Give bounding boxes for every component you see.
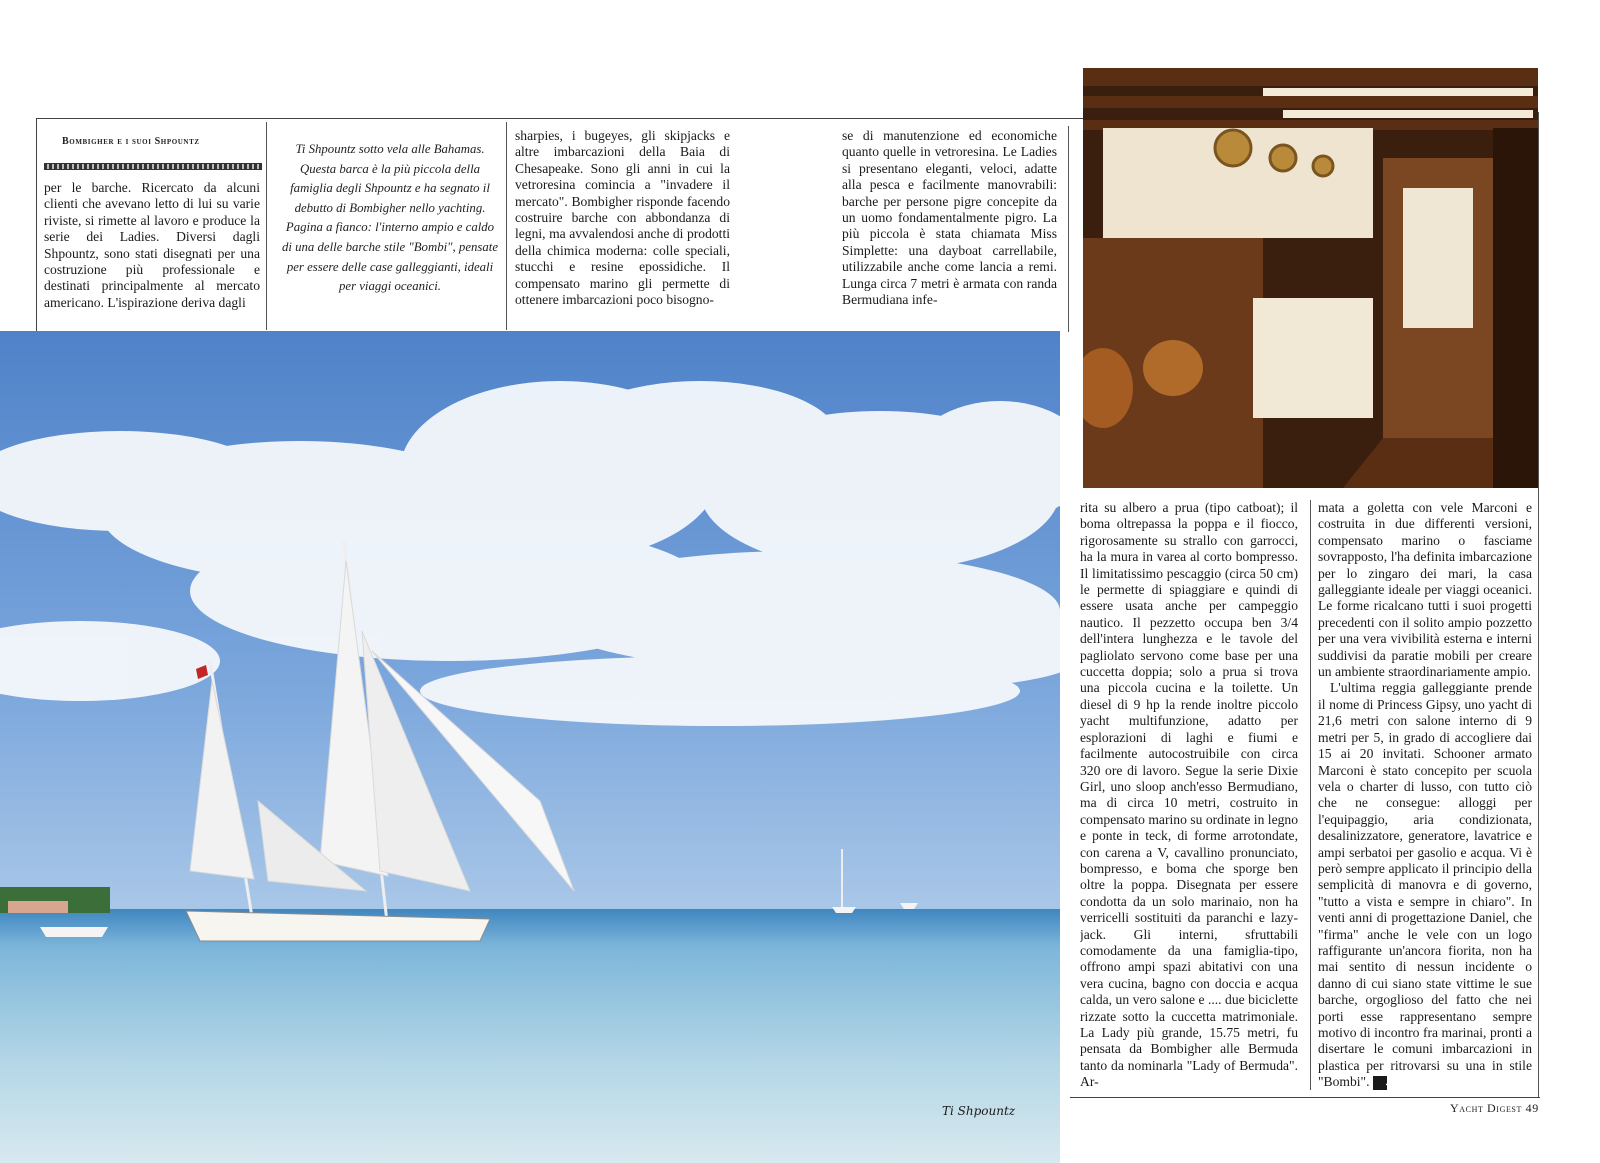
header-rule	[44, 163, 262, 170]
column-rule	[1310, 500, 1311, 1090]
text-column-6	[1318, 500, 1532, 1091]
magazine-name: Yacht Digest	[1450, 1101, 1522, 1115]
paragraph: per le barche. Ricercato da alcuni clienti che avevano letto di lui su varie riviste, si rimette al lavoro e produce la serie dei Ladies. Diversi dagli Shpountz, sono stati disegnati per una costruzione più professionale e destinati principalmente al mercato americano. L'ispirazione deriva dagli	[44, 180, 260, 310]
sailing-painting	[0, 331, 1060, 1163]
paragraph: sharpies, i bugeyes, gli skipjacks e altre imbarcazioni della Baia di Chesapeake. Sono gli anni in cui la vetroresina comincia a "invadere il mercato". Bombigher risponde facendo costruire barche con abbondanza di legni, ma avvalendosi anche di prodotti della chimica moderna: colle speciali, stucchi e resine epossidiche. Il compensato marino gli permette di ottenere imbarcazioni poco bisogno-	[515, 128, 730, 308]
paragraph: se di manutenzione ed economiche quanto quelle in vetroresina. Le Ladies si presentano eleganti, veloci, adatte alla pesca e facilmente manovrabili: barche per persone pigre concepite da un uomo fondamentalmente pigro. La più piccola è stata chiamata Miss Simplette: una dayboat carrellabile, utilizzabile anche come lancia a remi. Lunga circa 7 metri è armata con randa Bermudiana infe-	[842, 128, 1057, 308]
column-rule	[266, 122, 267, 330]
text-column-4	[842, 128, 1057, 308]
top-frame-rule	[36, 118, 1096, 119]
section-header: Bombigher e i suoi Shpountz	[62, 136, 200, 147]
page-number: 49	[1525, 1101, 1539, 1115]
painting-artwork	[0, 331, 1060, 1163]
paragraph: mata a goletta con vele Marconi e costruita in due differenti versioni, compensato marino o fasciame sovrapposto, l'ha definita imbarcazione per lo zingaro dei mari, la casa galleggiante ideale per viaggi oceanici. Le forme ricalcano tutti i suoi progetti precedenti con il solito ampio pozzetto per una vera vivibilità esterna e interni suddivisi da paratie mobili per creare un ambiente straordinariamente ampio.	[1318, 500, 1532, 680]
text-column-1	[44, 180, 260, 311]
text-column-5	[1080, 500, 1298, 1091]
text-column-3	[515, 128, 730, 308]
paragraph: rita su albero a prua (tipo catboat); il boma oltrepassa la poppa e il fiocco, rigorosamente su strallo con garrocci, ha la mura in varea al corto bompresso. Il limitatissimo pescaggio (circa 50 cm) le permette di spiaggiare e quindi di essere usata anche per campeggio nautico. Il pezzetto occupa ben 3/4 dell'intera lunghezza e le tavole del pagliolato servono come base per una cuccetta doppia; solo a prua si trova una piccola cucina e la toilette. Un diesel di 9 hp la rende inoltre piccolo yacht multifunzione, adatto per esplorazioni di laghi e fiumi e facilmente autocostruibile con circa 320 ore di lavoro. Segue la serie Dixie Girl, uno sloop anch'esso Bermudiano, ma di circa 10 metri, costruito in compensato marino su ordinate in legno e ponte in teck, di forme arrotondate, con carena a V, cavallino pronunciato, bompresso, e boma che sporge ben oltre la poppa. Disegnata per essere condotta da un solo marinaio, non ha verricelli sostituiti da paranchi e lazy-jack. Gli interni, sfruttabili comodamente da una famiglia-tipo, offrono ampi spazi abitativi con una vera cucina, bagno con doccia e acqua calda, un vero salone e .... due biciclette rizzate sotto la cuccetta matrimoniale. La Lady più grande, 15.75 metri, fu pensata da Bombigher alle Bermuda tanto da nominarla "Lady of Bermuda". Ar-	[1080, 500, 1298, 1090]
column-rule	[1068, 126, 1069, 332]
end-mark-icon: ⚓	[1373, 1076, 1387, 1090]
interior-artwork	[1083, 68, 1538, 488]
right-frame-rule	[1538, 112, 1539, 1097]
photo-caption: Ti Shpountz sotto vela alle Bahamas. Questa barca è la più piccola della famiglia degli Shpountz e ha segnato il debutto di Bombigher nello yachting. Pagina a fianco: l'interno ampio e caldo di una delle barche stile "Bombi", pensate per essere delle case galleggianti, ideali per viaggi oceanici.	[281, 142, 499, 294]
paragraph-text: L'ultima reggia galleggiante prende il nome di Princess Gipsy, uno yacht di 21,6 metri con salone interno di 9 metri per 5, in grado di accogliere dai 15 ai 20 invitati. Schooner armato Marconi è stato concepito per scuola vela o charter di lusso, con tutto ciò che ne consegue: alloggi per l'equipaggio, aria condizionata, desalinizzatore, generatore, lavatrice e ampi serbatoi per gasolio e acqua. Vi è però sempre applicato il principio della semplicità di manovra e di governo, "tutto a vista e sempre in chiaro". In venti anni di progettazione Daniel, che "firma" anche le vele con un logo raffigurante un'ancora fiorita, non ha mai sentito di nessun incidente o danno di cui siano state vittime le sue barche, orgoglioso del fatto che nei porti esse rappresentano sempre motivo di incontro fra marinai, pronti a disertare le comuni imbarcazioni in plastica per ritrovarsi su una in stile "Bombi".	[1318, 680, 1532, 1090]
paragraph	[1318, 680, 1532, 1090]
page-footer	[1450, 1101, 1539, 1116]
column-rule	[506, 122, 507, 330]
left-frame-rule	[36, 118, 37, 332]
interior-photo	[1083, 68, 1538, 488]
footer-rule	[1070, 1097, 1540, 1098]
painting-signature: Ti Shpountz	[942, 1104, 1016, 1118]
